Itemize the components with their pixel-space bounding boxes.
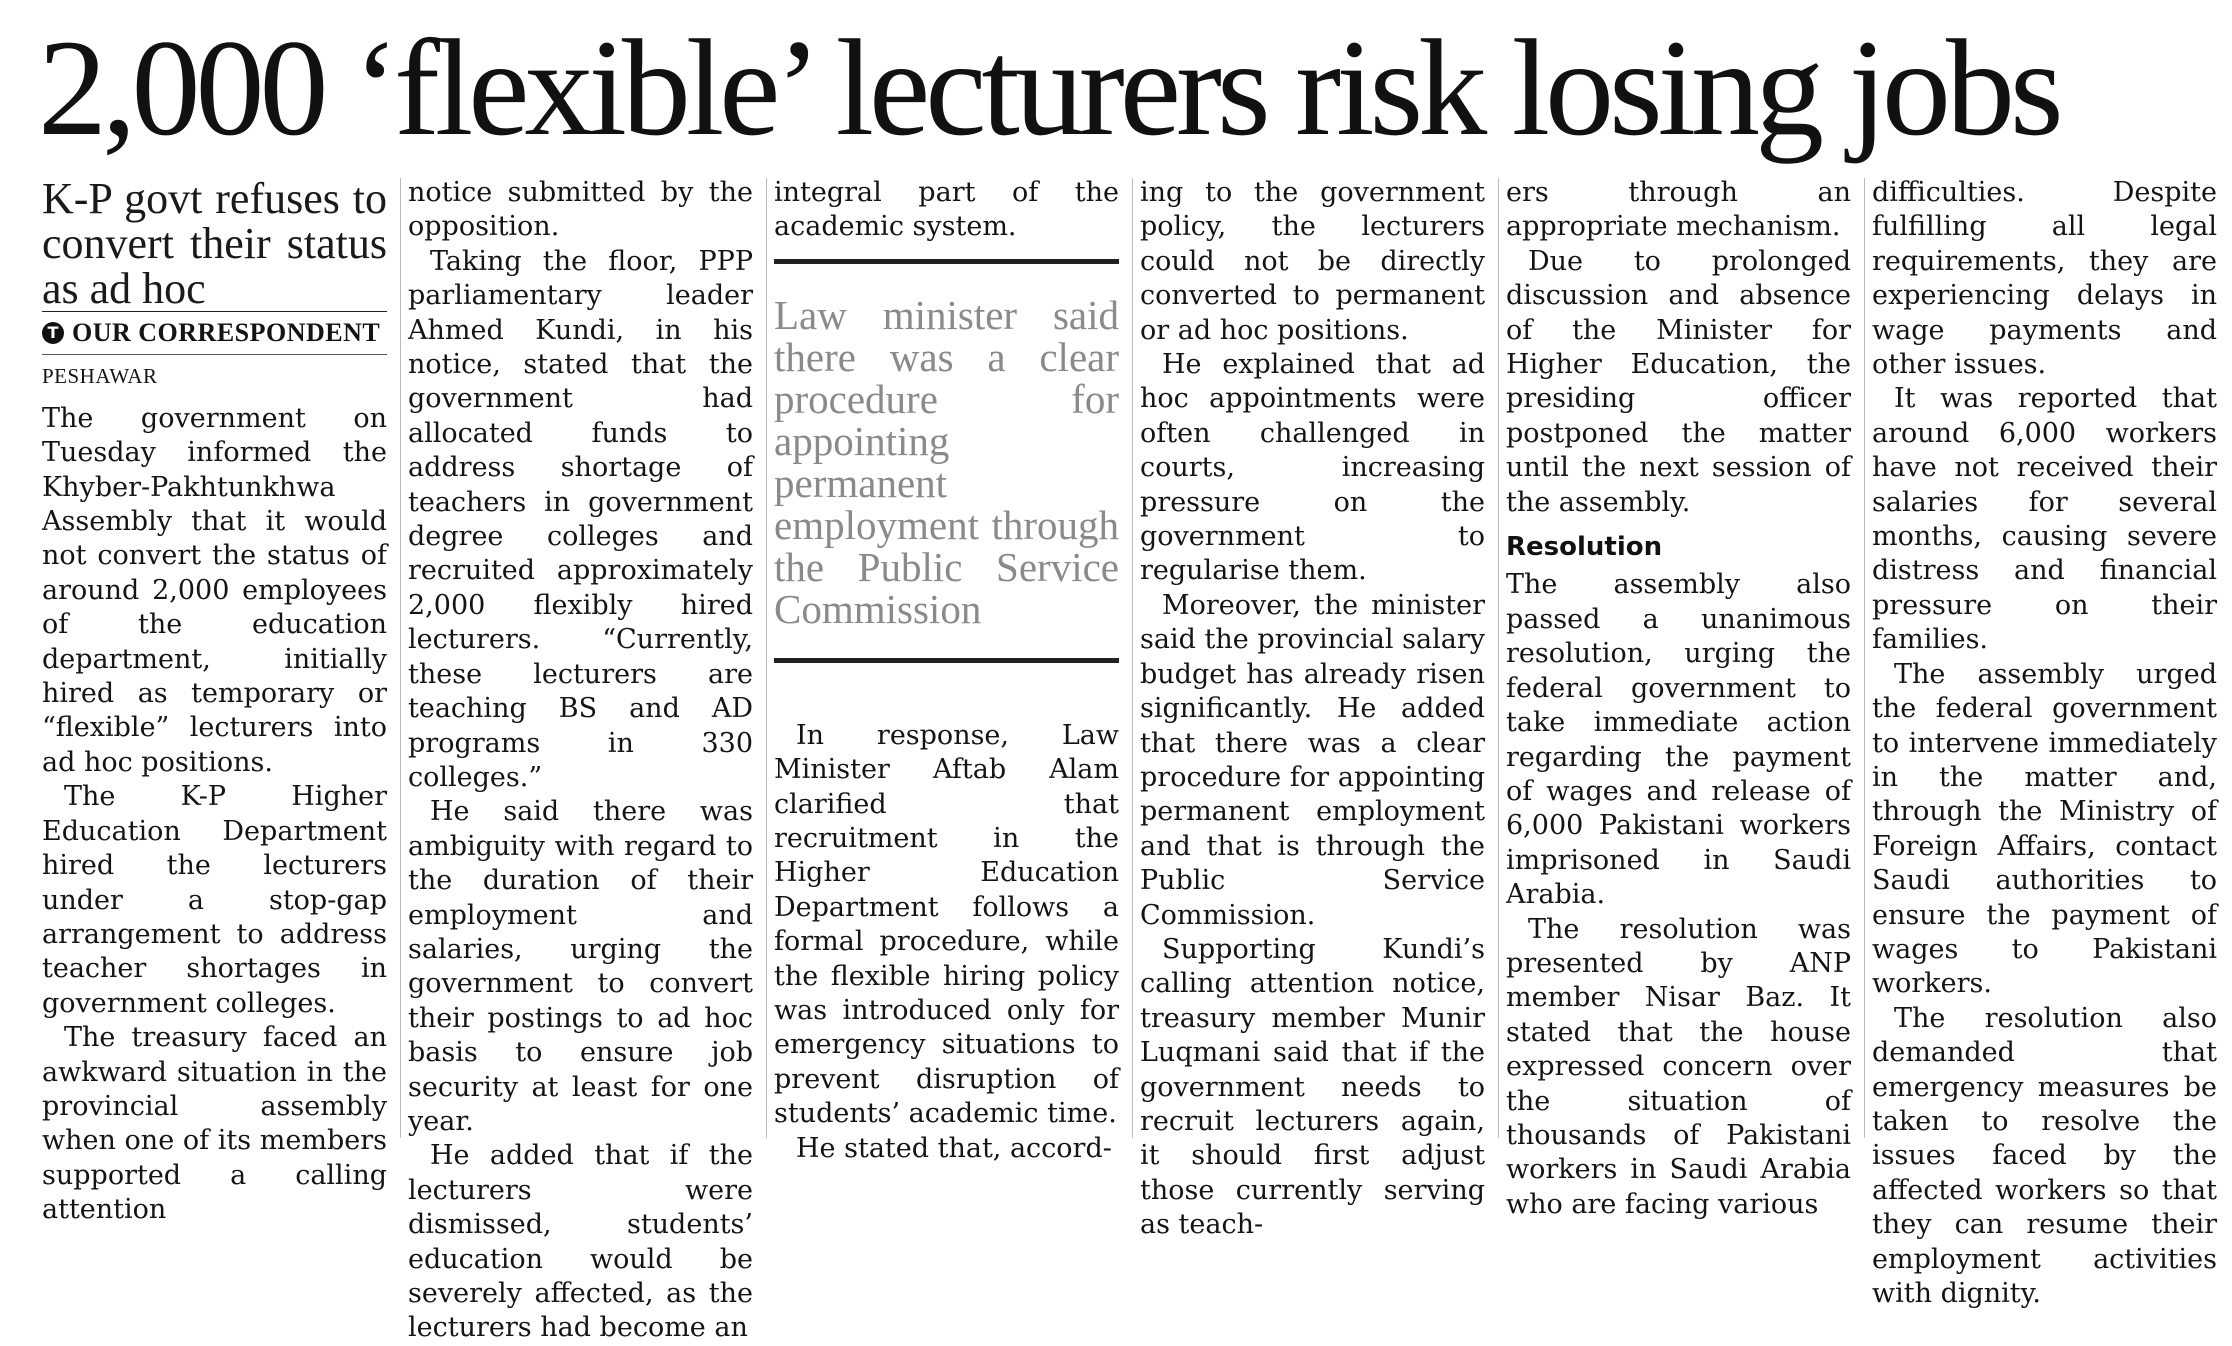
column-4 xyxy=(1140,176,1485,1243)
paragraph: The K-P Higher Education Department hired the lecturers under a stop-gap arrangement to address teacher shortages in government colleges. xyxy=(42,781,387,1019)
paragraph: Due to prolonged discussion and absence of the Minister for Higher Education, the presiding officer postponed the matter until the next session of the assembly. xyxy=(1506,245,1851,518)
dateline: PESHAWAR xyxy=(42,364,158,389)
column-divider xyxy=(1498,178,1499,1138)
pull-quote xyxy=(774,259,1119,663)
paragraph: He explained that ad hoc appointments were often challenged in courts, increasing pressure on the government to regularise them. xyxy=(1140,349,1485,587)
deck: K-P govt refuses to convert their status as ad hoc xyxy=(42,174,387,313)
column-1 xyxy=(42,176,387,1228)
paragraph: It was reported that around 6,000 workers have not received their salaries for several months, causing severe distress and financial pressure on their families. xyxy=(1872,383,2217,656)
column-divider xyxy=(766,178,767,1138)
paragraph: He stated that, accord- xyxy=(796,1132,1112,1164)
paragraph: The treasury faced an awkward situation in the provincial assembly when one of its members supported a calling attention xyxy=(42,1022,387,1226)
paragraph: ing to the government policy, the lecturers could not be directly converted to permanent or ad hoc positions. xyxy=(1140,177,1485,346)
tribune-logo-icon: T xyxy=(42,322,64,344)
paragraph: The resolution also demanded that emergency measures be taken to resolve the issues faced by the affected workers so that they can resume their employment activities with dignity. xyxy=(1872,1002,2217,1309)
paragraph: The assembly urged the federal government to intervene immediately in the matter and, through the Ministry of Foreign Affairs, contact Saudi authorities to ensure the payment of wages to Pakistani workers. xyxy=(1872,658,2217,1000)
paragraph: He added that if the lecturers were dismissed, students’ education would be severely affected, as the lecturers had become an xyxy=(408,1140,753,1344)
paragraph: integral part of the academic system. xyxy=(774,177,1119,243)
column-2 xyxy=(408,176,753,1346)
paragraph: Moreover, the minister said the provincial salary budget has already risen significantly. He added that there was a clear procedure for appointing permanent employment and that is through the Public Service Commission. xyxy=(1140,589,1485,931)
column-5 xyxy=(1506,176,1851,1222)
subhead: Resolution xyxy=(1506,532,1663,563)
paragraph: notice submitted by the opposition. xyxy=(408,177,753,243)
paragraph: The assembly also passed a unanimous resolution, urging the federal government to take immediate action regarding the payment of wages and release of 6,000 Pakistani workers imprisoned in Saudi Arabia. xyxy=(1506,569,1851,911)
paragraph: The government on Tuesday informed the Khyber-Pakhtunkhwa Assembly that it would not convert the status of around 2,000 employees of the education department, initially hired as temporary or “flexible” lecturers into ad hoc positions. xyxy=(42,402,387,778)
headline: 2,000 ‘flexible’ lecturers risk losing jobs xyxy=(38,11,2059,164)
paragraph: difficulties. Despite fulfilling all legal requirements, they are experiencing delays in wage payments and other issues. xyxy=(1872,177,2217,381)
column-divider xyxy=(400,178,401,1138)
column-6 xyxy=(1872,176,2217,1311)
byline-name: OUR CORRESPONDENT xyxy=(72,318,381,347)
column-3 xyxy=(774,176,1119,1166)
column-divider xyxy=(1864,178,1865,1138)
byline xyxy=(42,311,387,355)
paragraph: He said there was ambiguity with regard to the duration of their employment and salaries, urging the government to convert their postings to ad hoc basis to ensure job security at least for one year. xyxy=(408,796,753,1137)
paragraph: Taking the floor, PPP parliamentary leader Ahmed Kundi, in his notice, stated that the government had allocated funds to address shortage of teachers in government degree colleges and recruited approximately 2,000 flexibly hired lecturers. “Currently, these lecturers are teaching BS and AD programs in 330 colleges.” xyxy=(408,245,753,793)
paragraph: ers through an appropriate mechanism. xyxy=(1506,177,1851,243)
column-divider xyxy=(1132,178,1133,1138)
paragraph: In response, Law Minister Aftab Alam clarified that recruitment in the Higher Education Department follows a formal procedure, while the flexible hiring policy was introduced only for emergency situations to prevent disruption of students’ academic time. xyxy=(774,719,1119,1130)
paragraph: Supporting Kundi’s calling attention notice, treasury member Munir Luqmani said that if the government needs to recruit lecturers again, it should first adjust those currently serving as teach- xyxy=(1140,933,1485,1241)
pull-quote-text: Law minister said there was a clear procedure for appointing permanent employment through the Public Service Commission xyxy=(774,291,1119,632)
paragraph: The resolution was presented by ANP member Nisar Baz. It stated that the house expressed concern over the situation of thousands of Pakistani workers in Saudi Arabia who are facing various xyxy=(1506,913,1851,1220)
